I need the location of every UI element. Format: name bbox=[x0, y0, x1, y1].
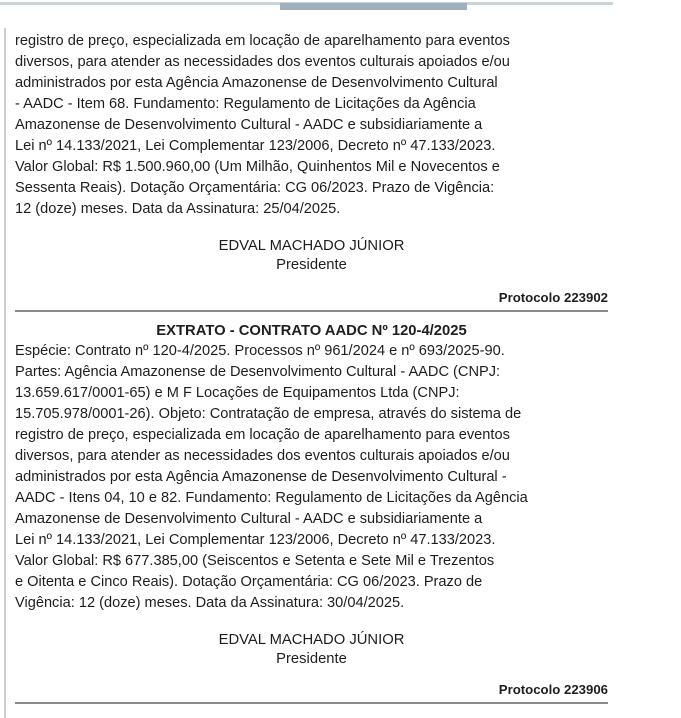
signatory-name: EDVAL MACHADO JÚNIOR bbox=[218, 632, 405, 648]
section-1-body bbox=[15, 31, 608, 220]
body-line: Vigência: 12 (doze) meses. Data da Assinatura: 30/04/2025. bbox=[15, 595, 405, 611]
extract-section-1 bbox=[15, 31, 608, 312]
body-line: 12 (doze) meses. Data da Assinatura: 25/04/2025. bbox=[15, 201, 341, 217]
body-line: - AADC - Item 68. Fundamento: Regulamento de Licitações da Agência bbox=[15, 96, 476, 112]
body-line: diversos, para atender as necessidades dos eventos culturais apoiados e/ou bbox=[15, 448, 510, 464]
section-2-body bbox=[15, 341, 608, 614]
section-divider bbox=[15, 310, 608, 312]
extract-section-2 bbox=[15, 322, 608, 704]
body-line: Sessenta Reais). Dotação Orçamentária: CG 06/2023. Prazo de Vigência: bbox=[15, 180, 495, 196]
protocol-number: Protocolo 223906 bbox=[498, 682, 608, 697]
body-line: registro de preço, especializada em locação de aparelhamento para eventos bbox=[15, 427, 510, 443]
body-line: AADC - Itens 04, 10 e 82. Fundamento: Regulamento de Licitações da Agência bbox=[15, 490, 528, 506]
column-left-rule bbox=[4, 28, 6, 718]
body-line: Lei nº 14.133/2021, Lei Complementar 123/2006, Decreto nº 47.133/2023. bbox=[15, 138, 496, 154]
top-accent-bar bbox=[280, 3, 467, 10]
signatory-role: Presidente bbox=[276, 257, 347, 273]
body-line: Lei nº 14.133/2021, Lei Complementar 123/2006, Decreto nº 47.133/2023. bbox=[15, 532, 496, 548]
body-line: 13.659.617/0001-65) e M F Locações de Equipamentos Ltda (CNPJ: bbox=[15, 385, 460, 401]
body-line: registro de preço, especializada em locação de aparelhamento para eventos bbox=[15, 33, 510, 49]
body-line: diversos, para atender as necessidades dos eventos culturais apoiados e/ou bbox=[15, 54, 510, 70]
protocol-number: Protocolo 223902 bbox=[498, 290, 608, 305]
signatory-role: Presidente bbox=[276, 651, 347, 667]
body-line: e Oitenta e Cinco Reais). Dotação Orçamentária: CG 06/2023. Prazo de bbox=[15, 574, 483, 590]
body-line: Amazonense de Desenvolvimento Cultural - AADC e subsidiariamente a bbox=[15, 117, 483, 133]
document-column bbox=[15, 31, 608, 704]
body-line: Valor Global: R$ 677.385,00 (Seiscentos e Setenta e Sete Mil e Trezentos bbox=[15, 553, 495, 569]
body-line: Espécie: Contrato nº 120-4/2025. Processos nº 961/2024 e nº 693/2025-90. bbox=[15, 343, 505, 359]
section-divider bbox=[15, 702, 608, 704]
body-line: Amazonense de Desenvolvimento Cultural - AADC e subsidiariamente a bbox=[15, 511, 483, 527]
body-line: 15.705.978/0001-26). Objeto: Contratação de empresa, através do sistema de bbox=[15, 406, 522, 422]
section-title: EXTRATO - CONTRATO AADC Nº 120-4/2025 bbox=[156, 323, 467, 339]
body-line: administrados por esta Agência Amazonense de Desenvolvimento Cultural - bbox=[15, 469, 507, 485]
body-line: Valor Global: R$ 1.500.960,00 (Um Milhão, Quinhentos Mil e Novecentos e bbox=[15, 159, 500, 175]
body-line: Partes: Agência Amazonense de Desenvolvimento Cultural - AADC (CNPJ: bbox=[15, 364, 501, 380]
body-line: administrados por esta Agência Amazonense de Desenvolvimento Cultural bbox=[15, 75, 498, 91]
signatory-name: EDVAL MACHADO JÚNIOR bbox=[218, 238, 405, 254]
